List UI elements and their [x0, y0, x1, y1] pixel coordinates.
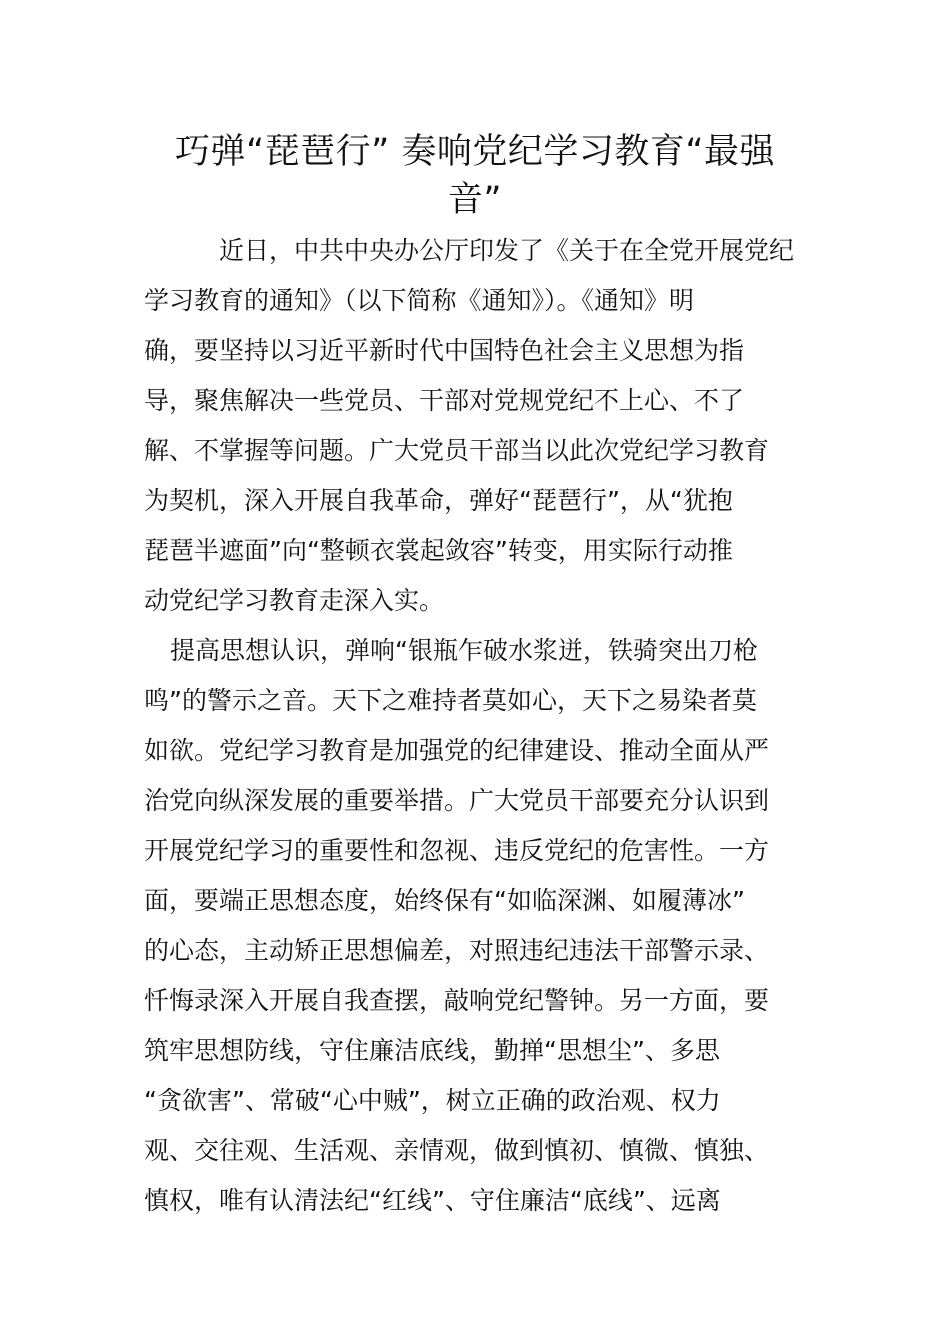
paragraph-line: 确，要坚持以习近平新时代中国特色社会主义思想为指 — [144, 336, 745, 365]
paragraph-line: 琵琶半遮面”向“整顿衣裳起敛容”转变，用实际行动推 — [144, 536, 733, 565]
paragraph-2 — [144, 626, 814, 1226]
paragraph-line: 提高思想认识，弹响“银瓶乍破水浆迸，铁骑突出刀枪 — [170, 636, 758, 665]
document-body — [144, 226, 814, 1226]
paragraph-line: 观、交往观、生活观、亲情观，做到慎初、慎微、慎独、 — [144, 1136, 770, 1165]
paragraph-line: 的心态，主动矫正思想偏差，对照违纪违法干部警示录、 — [144, 936, 770, 965]
paragraph-line: “贪欲害”、常破“心中贼”，树立正确的政治观、权力 — [144, 1086, 721, 1115]
paragraph-line: 如欲。党纪学习教育是加强党的纪律建设、推动全面从严 — [144, 736, 770, 765]
paragraph-line: 近日，中共中央办公厅印发了《关于在全党开展党纪 — [219, 236, 795, 265]
paragraph-line: 学习教育的通知》（以下简称《通知》）。《通知》明 — [144, 286, 695, 315]
paragraph-line: 慎权，唯有认清法纪“红线”、守住廉洁“底线”、远离 — [144, 1186, 721, 1215]
paragraph-line: 面，要端正思想态度，始终保有“如临深渊、如履薄冰” — [144, 886, 745, 915]
paragraph-line: 筑牢思想防线，守住廉洁底线，勤掸“思想尘”、多思 — [144, 1036, 720, 1065]
paragraph-line: 鸣”的警示之音。天下之难持者莫如心，天下之易染者莫 — [144, 686, 757, 715]
paragraph-line: 治党向纵深发展的重要举措。广大党员干部要充分认识到 — [144, 786, 770, 815]
paragraph-line: 解、不掌握等问题。广大党员干部当以此次党纪学习教育 — [144, 436, 770, 465]
paragraph-line: 为契机，深入开展自我革命，弹好“琵琶行”，从“犹抱 — [144, 486, 733, 515]
paragraph-1 — [144, 226, 814, 626]
paragraph-line: 忏悔录深入开展自我查摆，敲响党纪警钟。另一方面，要 — [144, 986, 770, 1015]
paragraph-line: 开展党纪学习的重要性和忽视、违反党纪的危害性。一方 — [144, 836, 770, 865]
paragraph-line: 导，聚焦解决一些党员、干部对党规党纪不上心、不了 — [144, 386, 745, 415]
paragraph-line: 动党纪学习教育走深入实。 — [144, 586, 445, 615]
document-title: 巧弹“琵琶行” 奏响党纪学习教育“最强 音” — [174, 132, 776, 220]
